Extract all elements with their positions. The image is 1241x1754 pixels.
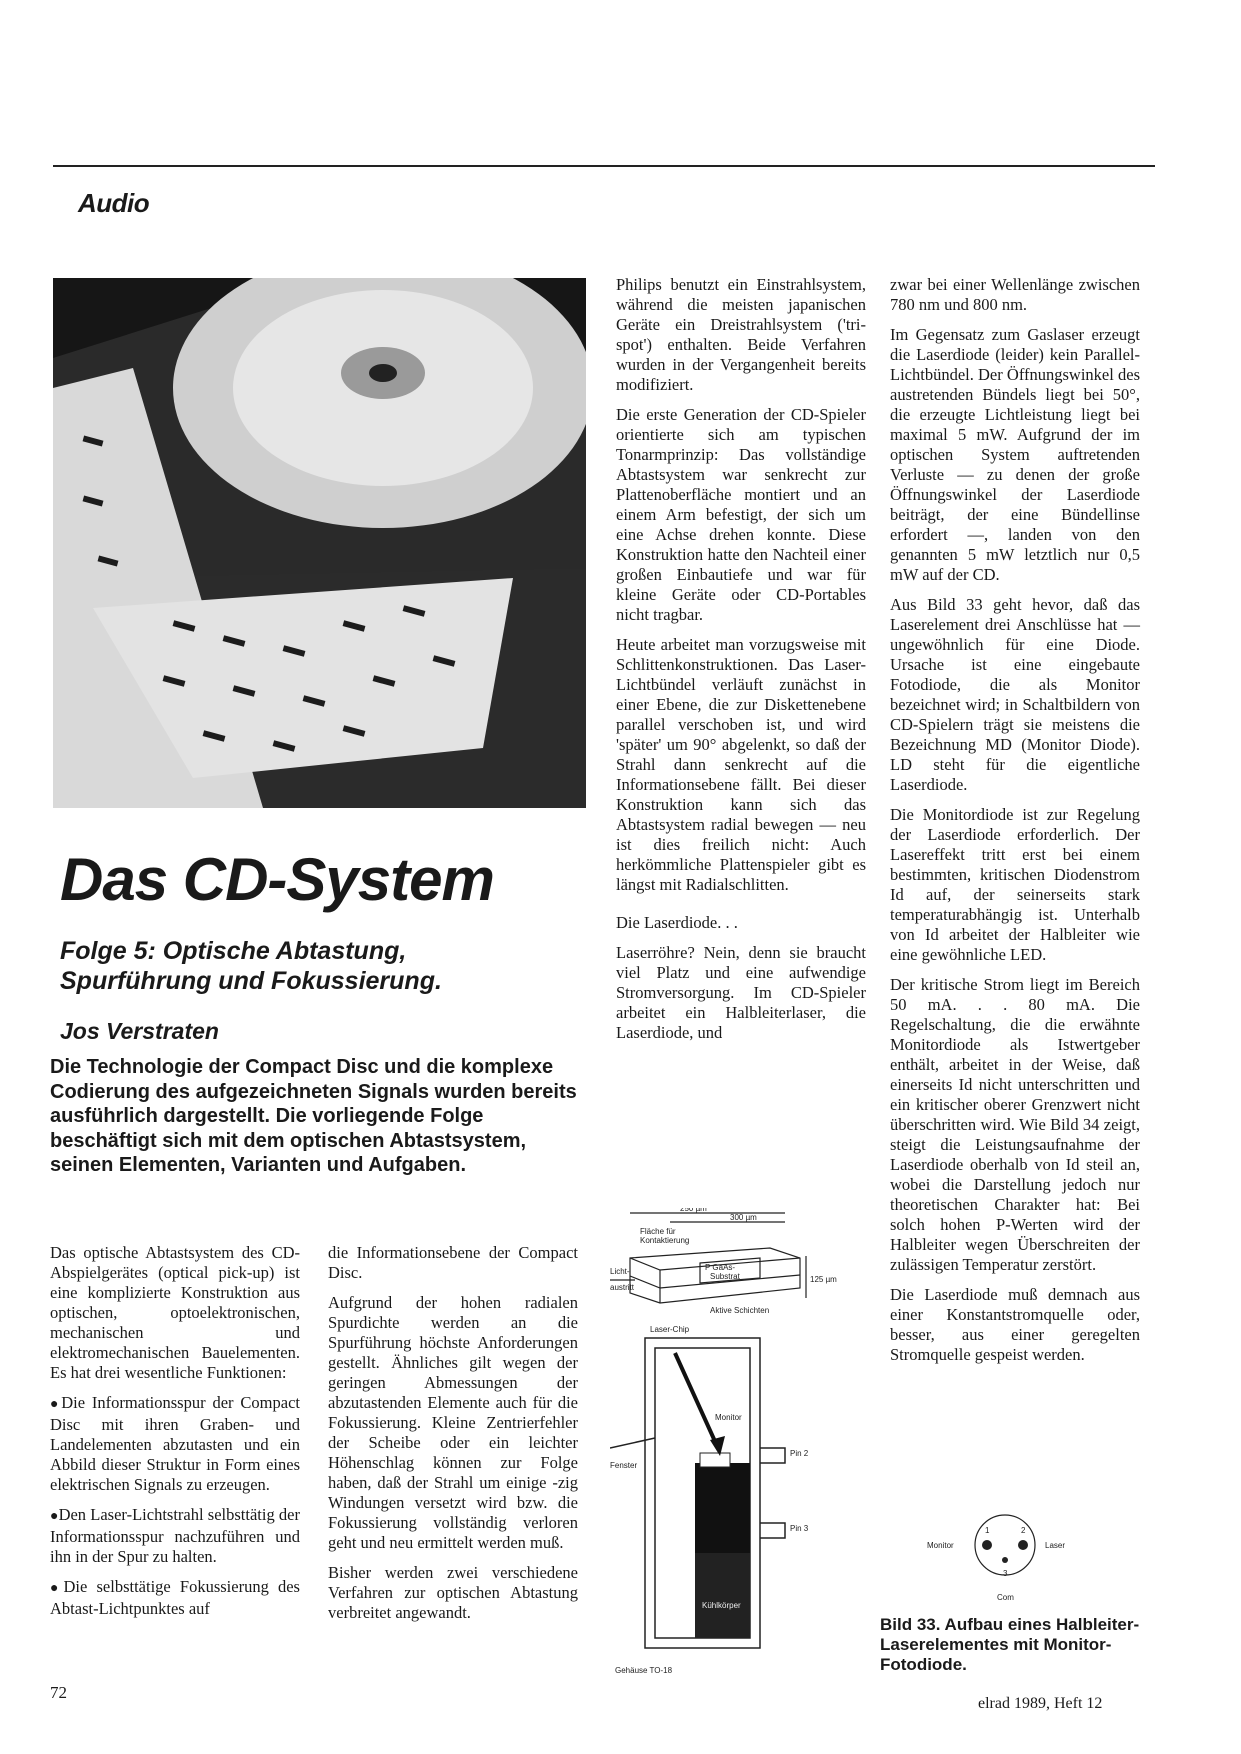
bullet-text: Die Informationsspur der Compact Disc mit ihren Graben- und Landelementen abzutasten und ein Abbild dieser Struktur in Form eines elektrischen Signals zu erzeugen.: [50, 1393, 300, 1494]
text-column-4: [890, 275, 1140, 1375]
paragraph: Aufgrund der hohen radialen Spurdichte werden an die Spurführung höchste Anforderungen gestellt. Ähnliches gilt wegen der geringen Abmessungen der abzutastenden Elemente auch für die Fokussierung. Kleine Zentrierfehler der Scheibe oder ein leichter Höhenschlag können zur Folge haben, daß der Strahl um einige -zig Windungen versetzt wird bzw. die Fokussierung vollständig verloren geht und neu ermittelt werden muß.: [328, 1293, 578, 1552]
dim-300: 300 µm: [730, 1213, 757, 1222]
dim-125: 125 µm: [810, 1275, 837, 1284]
text-column-2: [328, 1243, 578, 1633]
paragraph: Die erste Generation der CD-Spieler orientierte sich am typischen Tonarmprinzip: Das vollständige Abtastsystem war senkrecht zur Plattenoberfläche montiert und an einem Arm befestigt, der sich um eine Achse drehen konnte. Diese Konstruktion hatte den Nachteil einer großen Einbautiefe und war für kleine Geräte oder CD-Portables nicht tragbar.: [616, 405, 866, 624]
section-label: Audio: [78, 188, 150, 218]
label-austritt: austritt: [610, 1283, 635, 1292]
laser-element-diagram: [610, 1208, 870, 1678]
paragraph: Das optische Abtastsystem des CD-Abspielgerätes (optical pick-up) ist eine komplizierte Konstruktion aus optischen, optoelektronischen, mechanischen und elektromechanischen Bauelementen. Es hat drei wesentliche Funktionen:: [50, 1243, 300, 1382]
header-rule: [53, 165, 1155, 167]
label-substrat-1: P GaAs-: [705, 1263, 736, 1272]
cd-photo-illustration: [53, 278, 586, 808]
paragraph: Heute arbeitet man vorzugsweise mit Schlittenkonstruktionen. Das Laser-Lichtbündel verläuft zunächst in einer Ebene, die zur Diskettenebene parallel verschoben ist, und wird 'später' um 90° abgelenkt, so daß der Strahl dann senkrecht auf die Informationsebene fällt. Bei dieser Konstruktion kann sich das Abtastsystem radial bewegen — neu ist dies freilich nicht: Auch herkömmliche Plattenspieler gibt es längst mit Radialschlitten.: [616, 635, 866, 894]
label-fenster: Fenster: [610, 1461, 638, 1470]
text-column-1: [50, 1243, 300, 1629]
label-pin-2: Pin 2: [790, 1449, 809, 1458]
bullet-item: [50, 1577, 300, 1619]
subheading: Die Laserdiode. . .: [616, 913, 738, 932]
paragraph: Der kritische Strom liegt im Bereich 50 mA. . . 80 mA. Die Regelschaltung, die die erwähnte Monitordiode als Istwertgeber enthält, arbeitet in der Weise, daß einerseits Id nicht unterschritten und ein kritischer oberer Grenzwert nicht überschritten wird. Wie Bild 34 zeigt, steigt die Leistungsaufnahme der Laserdiode oberhalb von Id steil an, wobei die Darstellung jedoch nur theoretischen Charakter hat: Bei solch hohen P-Werten wird der Halbleiter wegen Überschreiten der zulässigen Temperatur zerstört.: [890, 975, 1140, 1274]
paragraph: Bisher werden zwei verschiedene Verfahren zur optischen Abtastung verbreitet angewandt.: [328, 1563, 578, 1622]
page-number: 72: [50, 1683, 67, 1702]
article-subtitle: [60, 936, 600, 996]
dim-250: 250 µm: [680, 1208, 707, 1213]
bullet-item: [50, 1393, 300, 1495]
paragraph: Aus Bild 33 geht hevor, daß das Laserelement drei Anschlüsse hat — ungewöhnlich für eine Diode. Ursache ist eine eingebaute Fotodiode, die als Monitor bezeichnet wird; in Schaltbildern von CD-Spielern trägt sie meistens die Bezeichnung MD (Monitor Diode). LD steht für die eigentliche Laserdiode.: [890, 595, 1140, 794]
bullet-text: Die selbsttätige Fokussierung des Abtast-Lichtpunktes auf: [50, 1577, 300, 1618]
label-pin-3: Pin 3: [790, 1524, 809, 1533]
label-kontakt: Kontaktierung: [640, 1236, 690, 1245]
label-substrat-2: Substrat: [710, 1272, 740, 1281]
bullet-text: Den Laser-Lichtstrahl selbsttätig der Informationsspur nachzuführen und ihn in der Spur zu halten.: [50, 1505, 300, 1566]
pin-3-label: 3: [1003, 1569, 1008, 1578]
subtitle-line-2: Spurführung und Fokussierung.: [60, 967, 442, 995]
paragraph: Im Gegensatz zum Gaslaser erzeugt die Laserdiode (leider) kein Parallel-Lichtbündel. Der Öffnungswinkel des austretenden Bündels liegt bei 50°, die erzeugte Lichtleistung liegt bei maximal 5 mW. Aufgrund der im optischen System auftretenden Verluste — zu denen der große Öffnungswinkel der Laserdiode beiträgt, der eine Bündellinse erfordert —, landen von den genannten 5 mW letztlich nur 0,5 mW auf der CD.: [890, 325, 1140, 584]
label-aktive: Aktive Schichten: [710, 1306, 770, 1315]
cd-player-photo: [53, 278, 586, 808]
label-chip: Laser-Chip: [650, 1325, 690, 1334]
pin-1-label: 1: [985, 1526, 990, 1535]
paragraph: Die Laserdiode muß demnach aus einer Konstantstromquelle oder, besser, aus einer geregelten Stromquelle gespeist werden.: [890, 1285, 1140, 1364]
paragraph: die Informationsebene der Compact Disc.: [328, 1243, 578, 1282]
paragraph: Die Monitordiode ist zur Regelung der Laserdiode erforderlich. Der Lasereffekt tritt erst bei einem bestimmten, kritischen Diodenstrom Id auf, der seinerseits stark temperaturabhängig ist. Unterhalb von Id arbeitet der Halbleiter wie eine gewöhnliche LED.: [890, 805, 1140, 964]
subtitle-line-1: Folge 5: Optische Abtastung,: [60, 937, 407, 965]
label-monitor: Monitor: [715, 1413, 742, 1422]
article-lead: Die Technologie der Compact Disc und die komplexe Codierung des aufgezeichneten Signals wurden bereits ausführlich dargestellt. Die vorliegende Folge beschäftigt sich mit dem optischen Abtastsystem, seinen Elementen, Varianten und Aufgaben.: [50, 1056, 577, 1176]
pin-diagram: [905, 1490, 1105, 1605]
paragraph: Philips benutzt ein Einstrahlsystem, während die meisten japanischen Geräte ein Dreistrahlsystem ('tri-spot') enthalten. Beide Verfahren wurden in der Vergangenheit bereits modifiziert.: [616, 275, 866, 394]
pin-2-label: 2: [1021, 1526, 1026, 1535]
issue-footer: elrad 1989, Heft 12: [978, 1695, 1103, 1712]
diagram-svg: [610, 1208, 870, 1678]
bullet-icon: ●: [50, 1509, 59, 1524]
article-author: Jos Verstraten: [60, 1018, 219, 1044]
paragraph: zwar bei einer Wellenlänge zwischen 780 nm und 800 nm.: [890, 275, 1140, 314]
bullet-icon: ●: [50, 1397, 62, 1412]
text-column-3: [616, 275, 866, 1053]
bullet-icon: ●: [50, 1581, 64, 1596]
label-gehaeuse: Gehäuse TO-18: [615, 1666, 673, 1675]
pin-diagram-svg: [905, 1490, 1105, 1605]
label-flaeche: Fläche für: [640, 1227, 676, 1236]
pin-laser-label: Laser: [1045, 1541, 1066, 1550]
paragraph: Laserröhre? Nein, denn sie braucht viel Platz und eine aufwendige Stromversorgung. Im CD-Spieler arbeitet ein Halbleiterlaser, die Laserdiode, und: [616, 943, 866, 1042]
label-licht: Licht-: [610, 1267, 630, 1276]
pin-com-label: Com: [997, 1593, 1014, 1602]
bullet-item: [50, 1505, 300, 1567]
article-title: Das CD-System: [60, 846, 494, 913]
figure-caption: Bild 33. Aufbau eines Halbleiter-Laserelementes mit Monitor-Fotodiode.: [880, 1615, 1140, 1674]
label-kuehl: Kühlkörper: [702, 1601, 741, 1610]
pin-monitor-label: Monitor: [927, 1541, 954, 1550]
